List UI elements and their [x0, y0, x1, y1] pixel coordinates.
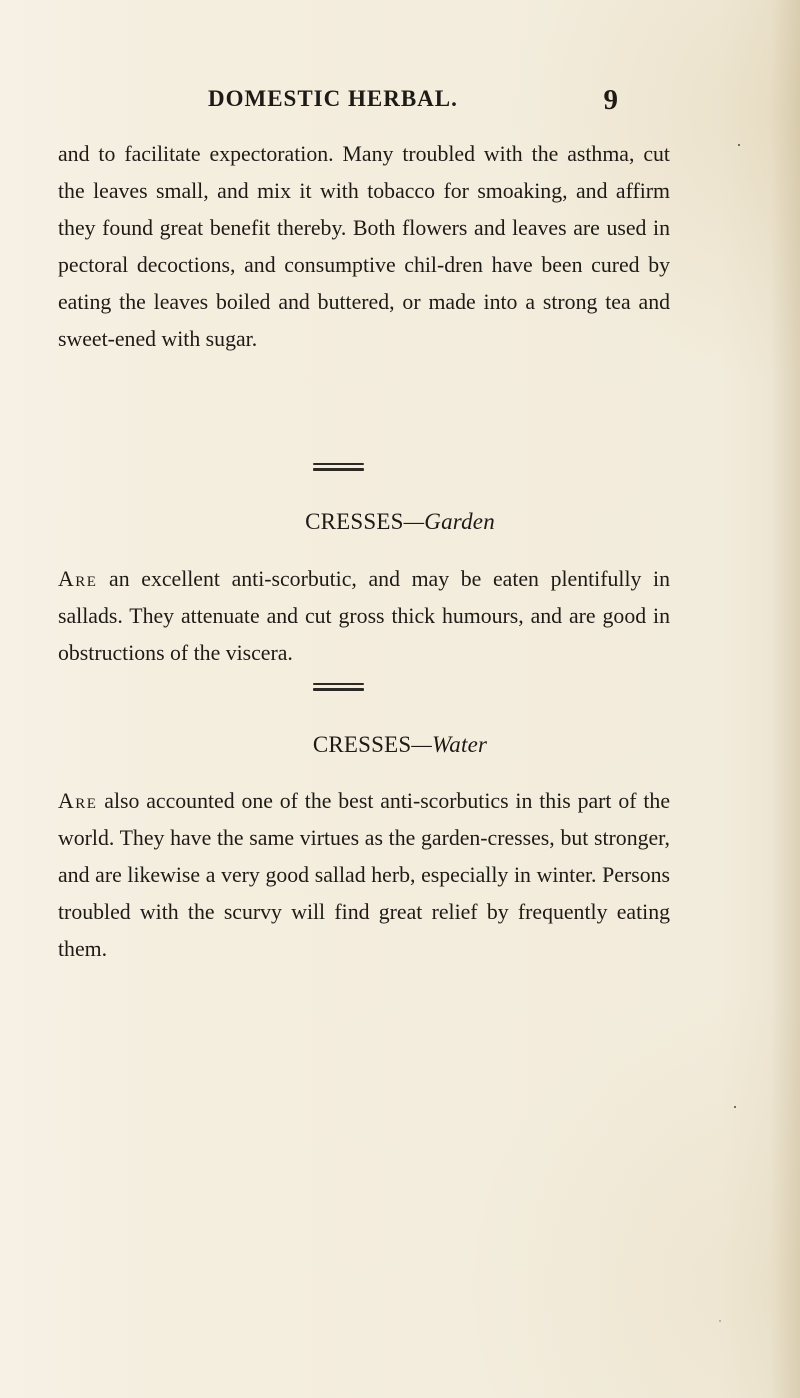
heading-variety: Garden: [424, 509, 495, 534]
heading-separator: —: [411, 732, 433, 757]
paragraph-body: an excellent anti-scorbutic, and may be eaten plentifully in sallads. They attenuate and cut gross thick humours, and are good in obstructions of the viscera.: [58, 567, 670, 665]
paragraph-body: also accounted one of the best anti-scorbutics in this part of the world. They have the same virtues as the garden-cresses, but stronger, and are likewise a very good sallad herb, especially in winter. Persons troubled with the scurvy will find great relief by frequently eating them.: [58, 789, 670, 961]
heading-name: CRESSES: [305, 509, 404, 534]
page-number: 9: [603, 84, 618, 116]
paper-speck: [719, 1320, 721, 1322]
water-cresses-paragraph: [58, 783, 670, 968]
garden-cresses-heading: [0, 509, 800, 535]
intro-paragraph: and to facilitate expectoration. Many troubled with the asthma, cut the leaves small, and mix it with tobacco for smoaking, and affirm they found great benefit thereby. Both flowers and leaves are used in pectoral decoctions, and consumptive chil-dren have been cured by eating the leaves boiled and buttered, or made into a strong tea and sweet-ened with sugar.: [58, 142, 670, 351]
section-divider: [313, 463, 364, 471]
heading-separator: —: [403, 509, 425, 534]
paper-speck: [734, 1106, 736, 1108]
heading-variety: Water: [432, 732, 488, 757]
running-title: DOMESTIC HERBAL.: [208, 86, 458, 111]
section-divider: [313, 683, 364, 691]
water-cresses-heading: [0, 732, 800, 758]
page-edge-stain: [770, 0, 800, 1398]
paper-speck: [738, 144, 740, 146]
running-head: [208, 86, 618, 116]
opening-word: Are: [58, 567, 98, 591]
heading-name: CRESSES: [312, 732, 412, 757]
opening-word: Are: [58, 789, 98, 813]
garden-cresses-paragraph: [58, 561, 670, 672]
